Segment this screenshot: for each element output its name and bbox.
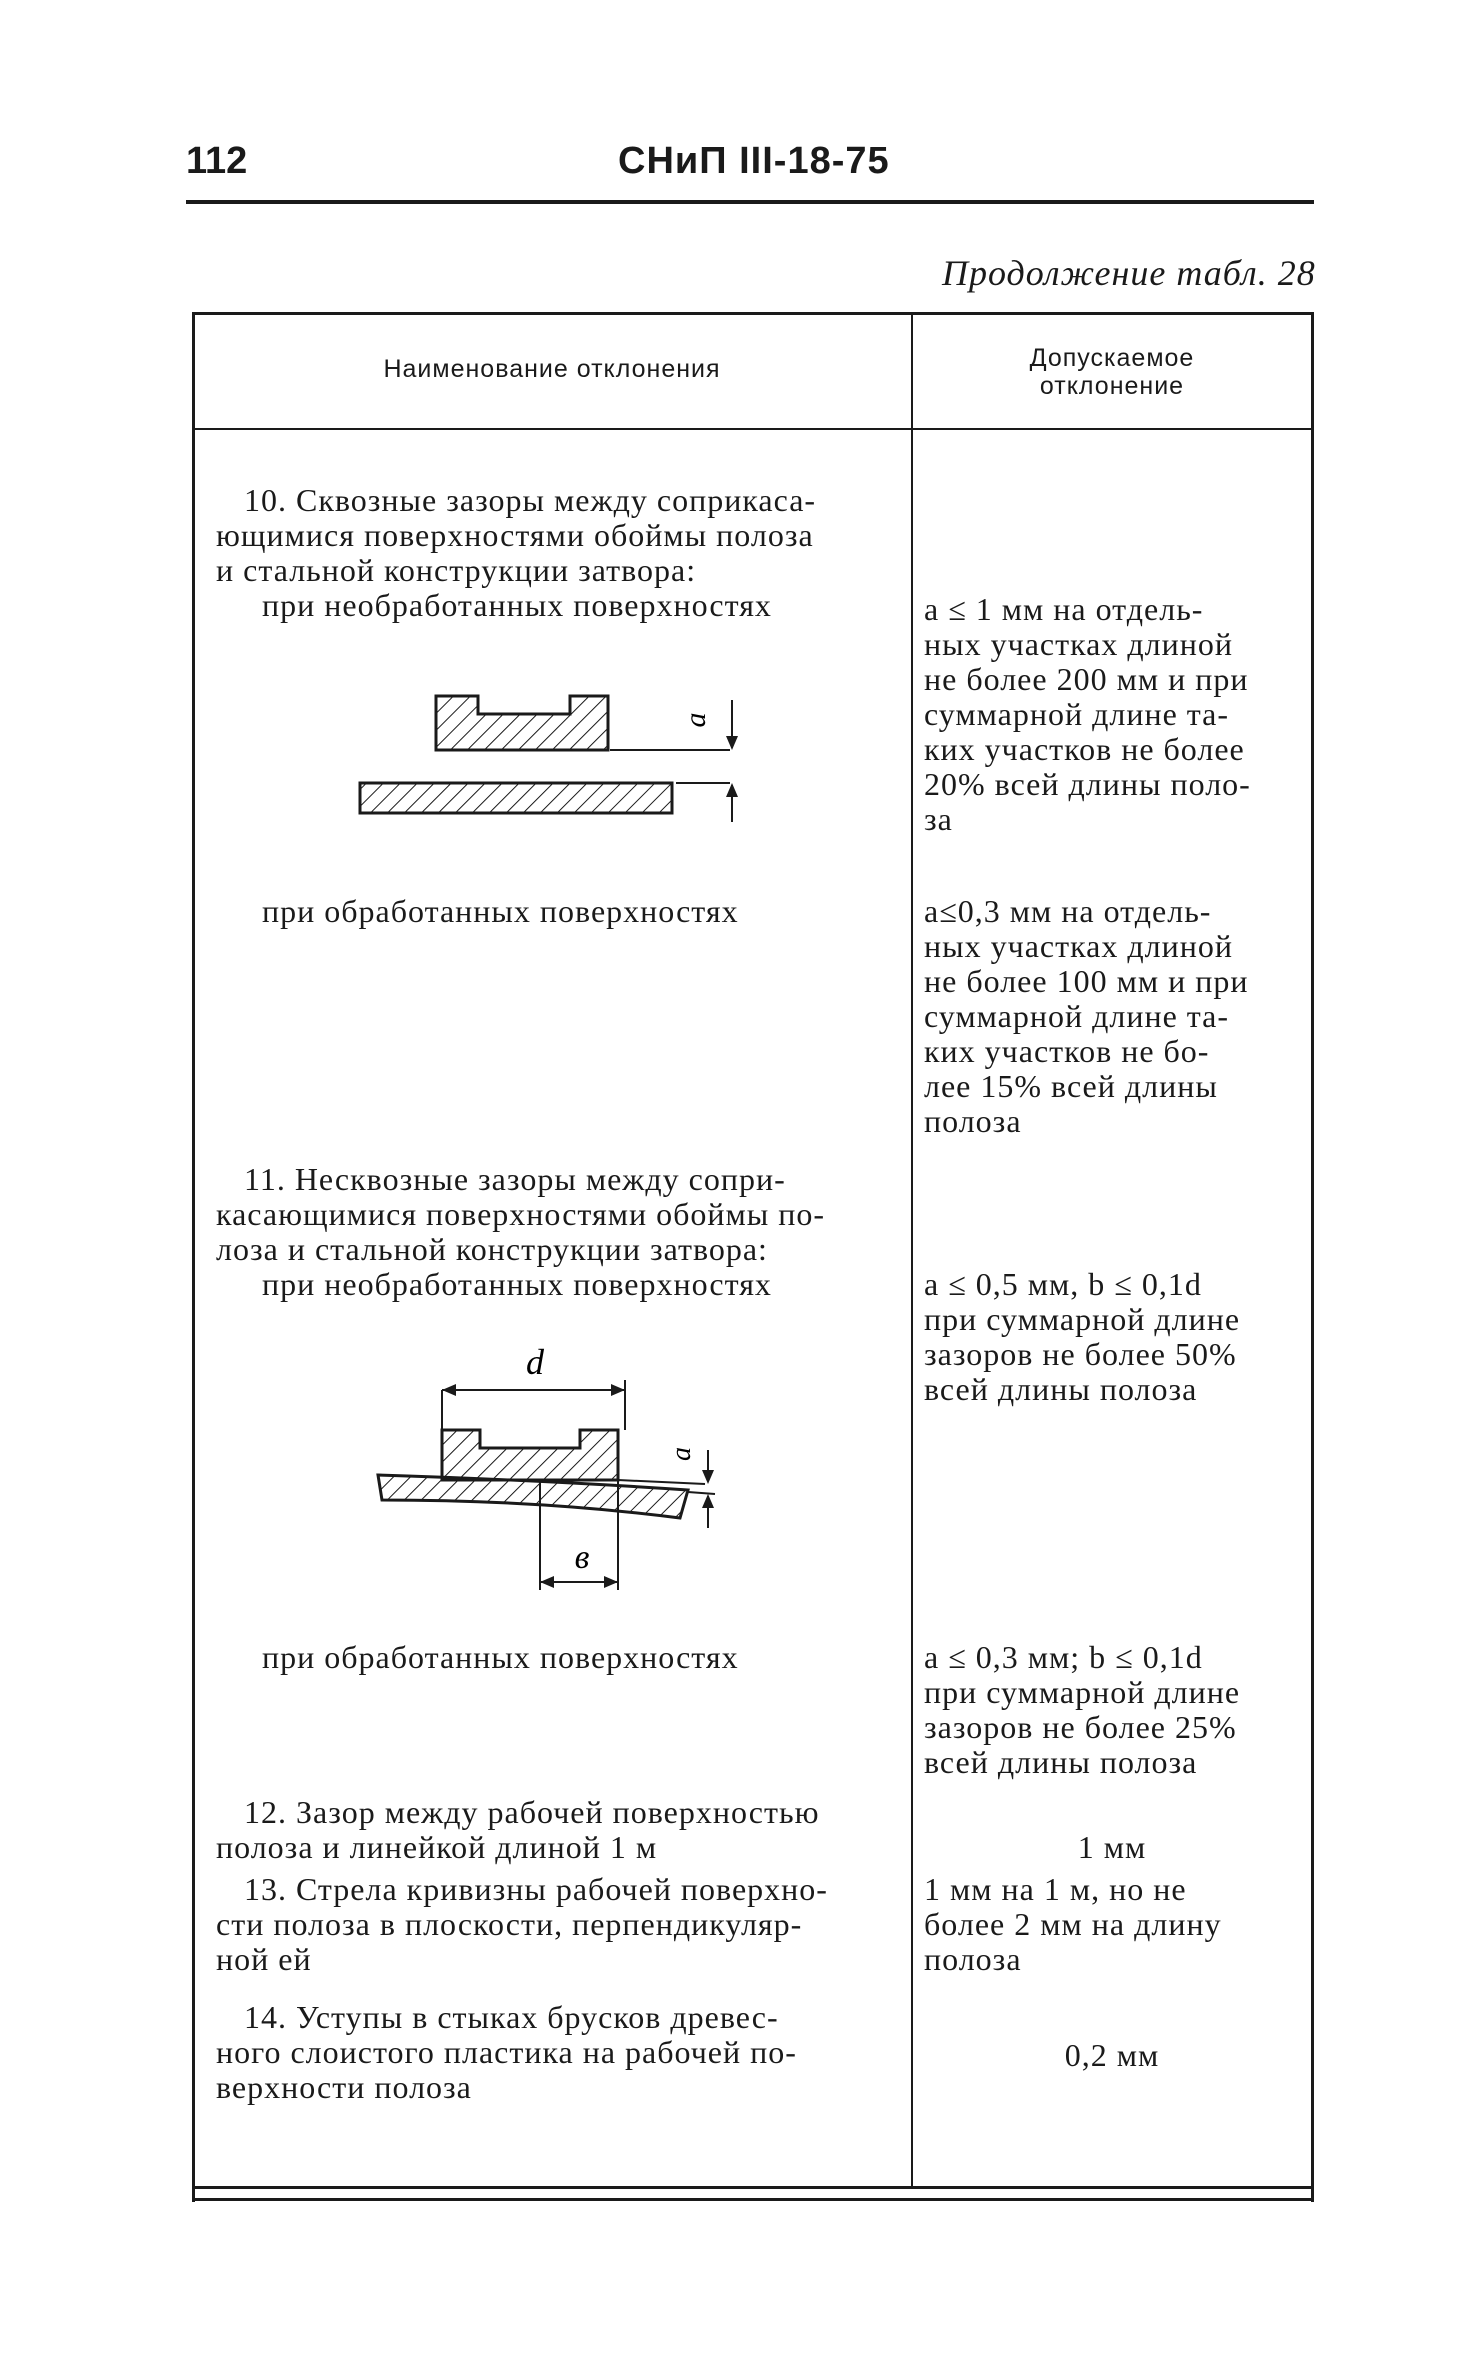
tolerance-line: всей длины полоза xyxy=(924,1744,1198,1780)
row-11-tolerance-unmachined xyxy=(924,1267,1289,1407)
tolerance-line: a ≤ 1 мм на отдель- xyxy=(924,591,1204,627)
row-12-name xyxy=(216,1795,901,1865)
table-right-border xyxy=(1311,312,1314,2202)
row-14-name xyxy=(216,2000,901,2105)
tolerance-line: полоза xyxy=(924,1103,1022,1139)
tolerance-line: 20% всей длины поло- xyxy=(924,766,1251,802)
row-12-tolerance: 1 мм xyxy=(1077,1829,1147,1865)
dimension-label-d: d xyxy=(526,1342,544,1382)
column-header-tolerance-line2: отклонение xyxy=(1039,372,1185,400)
row-14-name-line: 14. Уступы в стыках брусков древес- xyxy=(244,1999,779,2035)
tolerance-line: зазоров не более 50% xyxy=(924,1336,1237,1372)
row-13-name-line: ной ей xyxy=(216,1941,312,1977)
table-bottom-border xyxy=(192,2186,1314,2189)
tolerance-line: a ≤ 0,5 мм, b ≤ 0,1d xyxy=(924,1266,1202,1302)
row-13-tolerance xyxy=(924,1872,1304,1977)
header-rule xyxy=(186,200,1314,204)
tolerance-line: a≤0,3 мм на отдель- xyxy=(924,893,1212,929)
row-10-sub-machined: при обработанных поверхностях xyxy=(262,893,739,929)
table-left-border xyxy=(192,312,195,2202)
page-number: 112 xyxy=(186,140,248,182)
row-14-name-line: верхности полоза xyxy=(216,2069,472,2105)
row-13-name-line: сти полоза в плоскости, перпендикуляр- xyxy=(216,1906,803,1942)
gap-label-a: a xyxy=(679,712,712,728)
tolerance-line: ных участках длиной xyxy=(924,626,1233,662)
tolerance-line: ных участках длиной xyxy=(924,928,1233,964)
row-14-name-line: ного слоистого пластика на рабочей по- xyxy=(216,2034,797,2070)
row-11-name-line: 11. Несквозные зазоры между сопри- xyxy=(244,1161,786,1197)
tolerance-line: при суммарной длине xyxy=(924,1674,1241,1710)
column-header-name: Наименование отклонения xyxy=(383,355,721,383)
tolerance-line: лее 15% всей длины xyxy=(924,1068,1218,1104)
table-top-border xyxy=(192,312,1314,315)
dimension-label-b: в xyxy=(574,1539,590,1576)
column-header-tolerance-line1: Допускаемое xyxy=(1029,344,1195,372)
row-12-name-line: полоза и линейкой длиной 1 м xyxy=(216,1829,658,1865)
row-14-tolerance: 0,2 мм xyxy=(1064,2037,1160,2073)
row-10-name xyxy=(216,483,901,623)
tolerance-line: при суммарной длине xyxy=(924,1301,1241,1337)
row-10-tolerance-machined xyxy=(924,894,1289,1139)
row-12-name-line: 12. Зазор между рабочей поверхностью xyxy=(244,1794,820,1830)
row-11-name-line: касающимися поверхностями обоймы по- xyxy=(216,1196,825,1232)
row-13-name xyxy=(216,1872,901,1977)
row-10-sub-unmachined: при необработанных поверхностях xyxy=(262,587,772,623)
tolerance-line: суммарной длине та- xyxy=(924,998,1230,1034)
row-11-sub-unmachined: при необработанных поверхностях xyxy=(262,1266,772,1302)
row-11-sub-machined: при обработанных поверхностях xyxy=(262,1639,739,1675)
tolerance-line: ких участков не бо- xyxy=(924,1033,1210,1069)
column-header-tolerance xyxy=(914,344,1310,400)
document-code: СНиП III-18-75 xyxy=(618,140,890,182)
tolerance-line: a ≤ 0,3 мм; b ≤ 0,1d xyxy=(924,1639,1203,1675)
row-10-name-line: ющимися поверхностями обоймы полоза xyxy=(216,517,814,553)
tolerance-line: более 2 мм на длину xyxy=(924,1906,1222,1942)
row-11-name-line: лоза и стальной конструкции затвора: xyxy=(216,1231,768,1267)
tolerance-line: всей длины полоза xyxy=(924,1371,1198,1407)
tolerance-line: не более 100 мм и при xyxy=(924,963,1249,999)
tolerance-line: не более 200 мм и при xyxy=(924,661,1249,697)
row-10-tolerance-unmachined xyxy=(924,592,1289,837)
tolerance-line: зазоров не более 25% xyxy=(924,1709,1237,1745)
gap-label-a: a xyxy=(666,1447,697,1461)
row-11-tolerance-machined xyxy=(924,1640,1289,1780)
tolerance-line: 1 мм на 1 м, но не xyxy=(924,1871,1187,1907)
table-continuation-caption: Продолжение табл. 28 xyxy=(942,253,1316,293)
non-through-gap-diagram xyxy=(370,1330,770,1605)
tolerance-line: суммарной длине та- xyxy=(924,696,1230,732)
row-10-name-line: и стальной конструкции затвора: xyxy=(216,552,697,588)
table-header-bottom-border xyxy=(192,428,1314,430)
through-gap-diagram xyxy=(350,680,770,830)
tolerance-line: за xyxy=(924,801,953,837)
table-bottom-border-second xyxy=(192,2198,1314,2201)
row-10-name-line: 10. Сквозные зазоры между соприкаса- xyxy=(244,482,817,518)
tolerance-line: полоза xyxy=(924,1941,1022,1977)
tolerance-line: ких участков не более xyxy=(924,731,1245,767)
row-13-name-line: 13. Стрела кривизны рабочей поверхно- xyxy=(244,1871,828,1907)
row-11-name xyxy=(216,1162,901,1302)
table-column-divider xyxy=(911,312,913,2188)
